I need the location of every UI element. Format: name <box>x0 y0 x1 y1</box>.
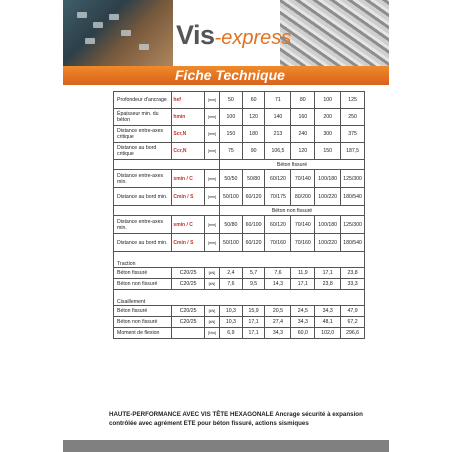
section-header-row <box>114 206 365 216</box>
value-cell: 80 <box>291 92 315 109</box>
footer-bar <box>63 440 389 452</box>
value-cell: 60 <box>242 92 265 109</box>
value-cell: 90 <box>242 143 265 160</box>
screws-photo <box>280 0 389 68</box>
row-unit: [Nm] <box>204 328 219 339</box>
value-cell: 50 <box>220 92 243 109</box>
value-cell: 102,0 <box>315 328 341 339</box>
value-cell: 60,0 <box>291 328 315 339</box>
table-row <box>114 216 365 234</box>
value-cell: 15,9 <box>242 306 265 317</box>
value-cell: 6,9 <box>220 328 243 339</box>
row-unit: [kN] <box>204 317 219 328</box>
row-unit: [mm] <box>204 170 219 188</box>
value-cell: 9,5 <box>242 279 265 290</box>
table-row <box>114 170 365 188</box>
value-cell: 375 <box>341 126 365 143</box>
page-title: Fiche Technique <box>175 67 285 83</box>
table-row <box>114 328 365 339</box>
row-label: Distance entre-axes min. <box>114 216 172 234</box>
value-cell: 120 <box>242 109 265 126</box>
group-label: Traction <box>114 252 365 268</box>
table-row <box>114 143 365 160</box>
value-cell: 7,6 <box>265 268 291 279</box>
value-cell: 75 <box>220 143 243 160</box>
value-cell: 71 <box>265 92 291 109</box>
row-symbol: smin / C <box>172 216 204 234</box>
logo-main-text: Vis <box>176 20 215 50</box>
table-row <box>114 126 365 143</box>
value-cell: 125/300 <box>341 216 365 234</box>
concrete-grade: C20/25 <box>172 306 204 317</box>
value-cell: 213 <box>265 126 291 143</box>
value-cell: 17,1 <box>315 268 341 279</box>
row-unit: [mm] <box>204 92 219 109</box>
product-description: HAUTE-PERFORMANCE AVEC VIS TÊTE HEXAGONALE Ancrage sécurité à expansion contrôlée avec agrément ETE pour béton fissuré, actions sismiques <box>109 411 363 427</box>
value-cell: 50/50 <box>220 170 243 188</box>
value-cell: 14,3 <box>265 279 291 290</box>
value-cell: 106,5 <box>265 143 291 160</box>
row-unit: [mm] <box>204 143 219 160</box>
value-cell: 296,6 <box>341 328 365 339</box>
row-symbol: Cmin / S <box>172 234 204 252</box>
value-cell: 240 <box>291 126 315 143</box>
row-label: Béton fissuré <box>114 306 172 317</box>
row-unit: [mm] <box>204 188 219 206</box>
value-cell: 23,8 <box>341 268 365 279</box>
value-cell: 70/175 <box>265 188 291 206</box>
value-cell: 20,5 <box>265 306 291 317</box>
value-cell: 17,1 <box>242 328 265 339</box>
value-cell: 100/180 <box>315 170 341 188</box>
row-label: Profondeur d'ancrage <box>114 92 172 109</box>
photo-detail <box>121 30 131 36</box>
value-cell: 187,5 <box>341 143 365 160</box>
value-cell: 70/160 <box>265 234 291 252</box>
value-cell: 160 <box>291 109 315 126</box>
value-cell: 120 <box>291 143 315 160</box>
row-symbol: hmin <box>172 109 204 126</box>
photo-detail <box>139 44 149 50</box>
value-cell: 70/160 <box>291 234 315 252</box>
value-cell: 100 <box>315 92 341 109</box>
photo-detail <box>85 38 95 44</box>
value-cell: 50/80 <box>220 216 243 234</box>
value-cell: 100/180 <box>315 216 341 234</box>
group-label: Cisaillement <box>114 290 365 306</box>
row-unit: [mm] <box>204 216 219 234</box>
value-cell: 250 <box>341 109 365 126</box>
value-cell: 27,4 <box>265 317 291 328</box>
row-label: Distance entre-axes min. <box>114 170 172 188</box>
value-cell: 2,4 <box>220 268 243 279</box>
value-cell: 60/120 <box>242 188 265 206</box>
tools-photo <box>63 0 173 68</box>
value-cell: 150 <box>315 143 341 160</box>
value-cell: 47,9 <box>341 306 365 317</box>
value-cell: 60/120 <box>265 170 291 188</box>
value-cell: 34,3 <box>315 306 341 317</box>
value-cell: 70/140 <box>291 170 315 188</box>
value-cell: 34,3 <box>265 328 291 339</box>
value-cell: 80/200 <box>291 188 315 206</box>
row-label: Béton non fissuré <box>114 279 172 290</box>
row-unit: [mm] <box>204 234 219 252</box>
blank-cell <box>114 206 220 216</box>
table-row <box>114 317 365 328</box>
value-cell: 5,7 <box>242 268 265 279</box>
value-cell: 180/540 <box>341 234 365 252</box>
value-cell: 48,1 <box>315 317 341 328</box>
value-cell: 17,1 <box>291 279 315 290</box>
section-label: Béton non fissuré <box>220 206 365 216</box>
value-cell: 60/100 <box>242 216 265 234</box>
value-cell: 125 <box>341 92 365 109</box>
value-cell: 11,9 <box>291 268 315 279</box>
group-header-row <box>114 290 365 306</box>
table-row <box>114 234 365 252</box>
row-label: Distance au bord critique <box>114 143 172 160</box>
concrete-grade: C20/25 <box>172 317 204 328</box>
row-label: Distance au bord min. <box>114 188 172 206</box>
row-unit: [kN] <box>204 279 219 290</box>
value-cell: 140 <box>265 109 291 126</box>
value-cell: 24,5 <box>291 306 315 317</box>
brand-logo <box>176 20 291 48</box>
table-row <box>114 92 365 109</box>
group-header-row <box>114 252 365 268</box>
value-cell: 200 <box>315 109 341 126</box>
table-row <box>114 306 365 317</box>
value-cell: 67,2 <box>341 317 365 328</box>
concrete-grade <box>172 328 204 339</box>
row-symbol: Ccr,N <box>172 143 204 160</box>
row-symbol: hef <box>172 92 204 109</box>
section-header-row <box>114 160 365 170</box>
section-label: Béton fissuré <box>220 160 365 170</box>
value-cell: 10,3 <box>220 306 243 317</box>
spec-table <box>113 91 365 339</box>
row-symbol: Scr,N <box>172 126 204 143</box>
logo-dash: - <box>214 27 222 49</box>
row-label: Béton non fissuré <box>114 317 172 328</box>
value-cell: 17,1 <box>242 317 265 328</box>
value-cell: 60/120 <box>242 234 265 252</box>
value-cell: 10,3 <box>220 317 243 328</box>
value-cell: 70/140 <box>291 216 315 234</box>
value-cell: 180 <box>242 126 265 143</box>
row-unit: [kN] <box>204 268 219 279</box>
value-cell: 7,6 <box>220 279 243 290</box>
row-symbol: Cmin / S <box>172 188 204 206</box>
value-cell: 23,8 <box>315 279 341 290</box>
blank-cell <box>114 160 220 170</box>
value-cell: 34,3 <box>291 317 315 328</box>
value-cell: 300 <box>315 126 341 143</box>
table-row <box>114 268 365 279</box>
value-cell: 150 <box>220 126 243 143</box>
photo-detail <box>77 12 87 18</box>
value-cell: 50/100 <box>220 188 243 206</box>
table-row <box>114 279 365 290</box>
value-cell: 33,3 <box>341 279 365 290</box>
row-label: Distance au bord min. <box>114 234 172 252</box>
row-label: Moment de flexion <box>114 328 172 339</box>
table-row <box>114 109 365 126</box>
value-cell: 180/540 <box>341 188 365 206</box>
row-label: Béton fissuré <box>114 268 172 279</box>
concrete-grade: C20/25 <box>172 268 204 279</box>
value-cell: 100/220 <box>315 188 341 206</box>
row-label: Distance entre-axes critique <box>114 126 172 143</box>
value-cell: 100/220 <box>315 234 341 252</box>
row-unit: [kN] <box>204 306 219 317</box>
table-row <box>114 188 365 206</box>
concrete-grade: C20/25 <box>172 279 204 290</box>
value-cell: 50/80 <box>242 170 265 188</box>
photo-detail <box>109 14 119 20</box>
row-label: Épaisseur min. du béton <box>114 109 172 126</box>
logo-accent-text: express <box>221 27 292 49</box>
row-unit: [mm] <box>204 126 219 143</box>
value-cell: 50/100 <box>220 234 243 252</box>
value-cell: 60/120 <box>265 216 291 234</box>
row-unit: [mm] <box>204 109 219 126</box>
row-symbol: smin / C <box>172 170 204 188</box>
photo-detail <box>93 22 103 28</box>
value-cell: 100 <box>220 109 243 126</box>
value-cell: 125/300 <box>341 170 365 188</box>
